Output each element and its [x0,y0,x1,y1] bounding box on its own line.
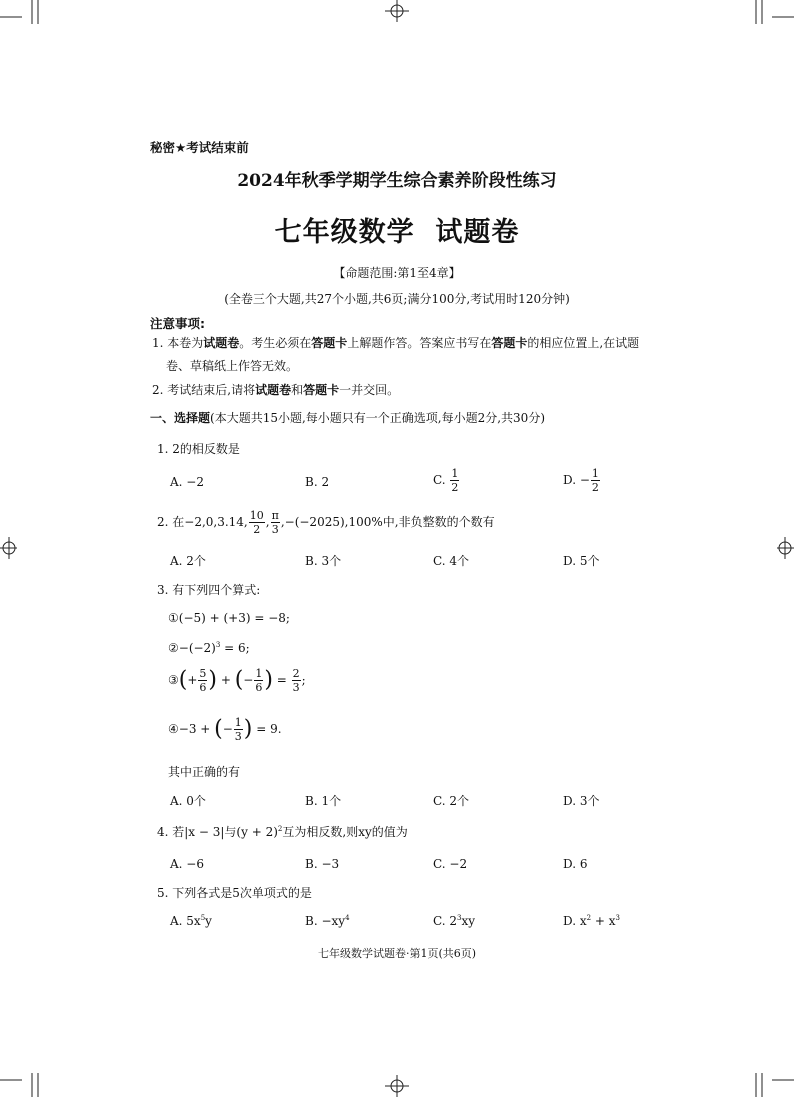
expr-text: − [222,722,233,736]
q2-option-d: D. 5个 [563,554,600,568]
option-text: + x [591,914,616,928]
fraction-num: 1 [591,467,599,480]
q5-option-b [305,914,350,928]
expr-text: + [187,673,198,687]
paper-title: 七年级数学 试题卷 [274,217,520,248]
q4-option-a: A. −6 [170,857,204,871]
fraction-num: 1 [255,667,263,680]
exam-title: 2024年秋季学期学生综合素养阶段性练习 [237,171,557,191]
q1-option-c [433,468,460,493]
option-text: y [205,914,212,928]
q4-option-b: B. −3 [305,857,340,871]
corner-mark-bottom-right-icon [756,1073,794,1097]
notice-text: 的相应位置上,在试题 [527,336,640,350]
expr-text: = [272,673,291,687]
q3-expr-4 [168,717,282,742]
crosshair-top-icon [385,0,409,22]
fraction [591,468,600,493]
expr-text: ③ [168,673,179,687]
q3-option-b: B. 1个 [305,794,342,808]
q3-expr-2 [168,641,250,655]
notice-item-2 [152,381,399,398]
option-label: D. − [563,473,590,487]
option-text: D. x [563,914,587,928]
fraction-den: 2 [591,481,599,494]
notice-text: 。考生必须在 [239,336,312,350]
exponent: 3 [215,641,221,649]
q3-expr-1: ①(−5) + (+3) = −8; [168,611,290,625]
fraction-den: 6 [255,681,263,694]
q1-option-b: B. 2 [305,475,330,489]
option-text: B. −xy [305,914,346,928]
scope-range: 【命题范围:第1至4章】 [333,266,461,280]
option-text: A. 5x [170,914,201,928]
expr-text: ②−(−2) [168,641,216,655]
section-heading [150,409,545,426]
q1-option-d [563,468,601,493]
fraction-num: 1 [451,467,459,480]
q5-option-a [170,914,212,928]
paren: ) [264,667,273,693]
paren: ) [243,716,253,742]
q3-option-a: A. 0个 [170,794,206,808]
q1-option-a: A. −2 [170,475,204,489]
fraction [198,668,207,693]
paren: ( [234,667,244,693]
fraction [234,717,243,742]
crosshair-right-icon [777,537,794,559]
notice-text: 2. 考试结束后,请将 [152,383,256,397]
fraction-num: 5 [199,667,207,680]
q3-stem: 3. 有下列四个算式: [157,583,261,597]
expr-text: ④−3 + [168,722,215,736]
exponent: 5 [200,914,206,922]
expr-text: − [243,673,254,687]
expr-text: ; [301,673,306,687]
fraction-num: 1 [234,716,242,729]
fraction-num: 10 [249,509,264,522]
notice-item-1 [152,334,639,351]
fraction-num: 2 [292,667,300,680]
q5-option-c [433,914,475,928]
option-text: xy [461,914,476,928]
q3-expr-3 [168,668,306,693]
exponent: 3 [457,914,462,922]
notice-bold: 答题卡 [303,383,340,397]
notice-text: 上解题作答。答案应书写在 [347,336,492,350]
exponent: 2 [586,914,592,922]
q5-option-d [563,914,620,928]
corner-mark-top-left-icon [0,0,38,24]
q1-stem: 1. 2的相反数是 [157,442,240,456]
option-label: C. [433,473,450,487]
stem-text: 4. 若|x − 3|与(y + 2) [157,825,278,839]
notice-bold: 答题卡 [491,336,528,350]
fraction [254,668,263,693]
notice-bold: 试题卷 [255,383,292,397]
q2-option-b: B. 3个 [305,554,342,568]
page-footer: 七年级数学试题卷·第1页(共6页) [317,947,477,960]
fraction-den: 6 [199,681,207,694]
q4-option-c: C. −2 [433,857,468,871]
fraction-num: π [271,509,279,522]
corner-mark-top-right-icon [756,0,794,24]
fraction [292,668,301,693]
notice-text: 一并交回。 [339,383,400,397]
notice-title: 注意事项: [150,316,205,331]
q2-stem [157,510,495,535]
stem-text: , [265,515,270,529]
q5-stem: 5. 下列各式是5次单项式的是 [157,886,312,900]
expr-text: = 6; [220,641,250,655]
fraction [450,468,459,493]
q3-conclusion: 其中正确的有 [168,765,241,779]
option-text: C. 2 [433,914,458,928]
expr-text: + [217,673,235,687]
paren: ( [178,667,188,693]
expr-text: = 9. [252,722,282,736]
fraction-den: 2 [451,481,459,494]
stem-text: ,−(−2025),100%中,非负整数的个数有 [280,515,495,529]
section-title: 一、选择题 [150,411,211,425]
stem-text: 2. 在−2,0,3.14, [157,515,248,529]
exam-info: (全卷三个大题,共27个小题,共6页;满分100分,考试用时120分钟) [224,292,570,306]
exponent: 4 [345,914,350,922]
fraction-den: 3 [234,730,242,743]
q2-option-c: C. 4个 [433,554,470,568]
exponent: 3 [615,914,620,922]
crosshair-left-icon [0,537,17,559]
notice-item-1-line2: 卷、草稿纸上作答无效。 [166,359,299,373]
stem-text: 互为相反数,则xy的值为 [282,825,408,839]
q3-option-c: C. 2个 [433,794,470,808]
fraction-den: 3 [271,523,279,536]
exponent: 2 [277,825,283,833]
fraction-den: 3 [292,681,300,694]
paren: ) [208,667,218,693]
paren: ( [214,716,223,742]
fraction [271,510,280,535]
secret-label: 秘密★考试结束前 [150,140,249,155]
notice-bold: 答题卡 [311,336,348,350]
fraction [249,510,265,535]
crosshair-bottom-icon [385,1075,409,1097]
q4-option-d: D. 6 [563,857,588,871]
corner-mark-bottom-left-icon [0,1073,38,1097]
q3-option-d: D. 3个 [563,794,600,808]
q2-option-a: A. 2个 [170,554,206,568]
q4-stem [157,823,408,840]
section-desc: (本大题共15小题,每小题只有一个正确选项,每小题2分,共30分) [210,411,545,425]
notice-text: 1. 本卷为 [152,336,204,350]
fraction-den: 2 [253,523,261,536]
notice-text: 和 [291,383,304,397]
notice-bold: 试题卷 [203,336,240,350]
